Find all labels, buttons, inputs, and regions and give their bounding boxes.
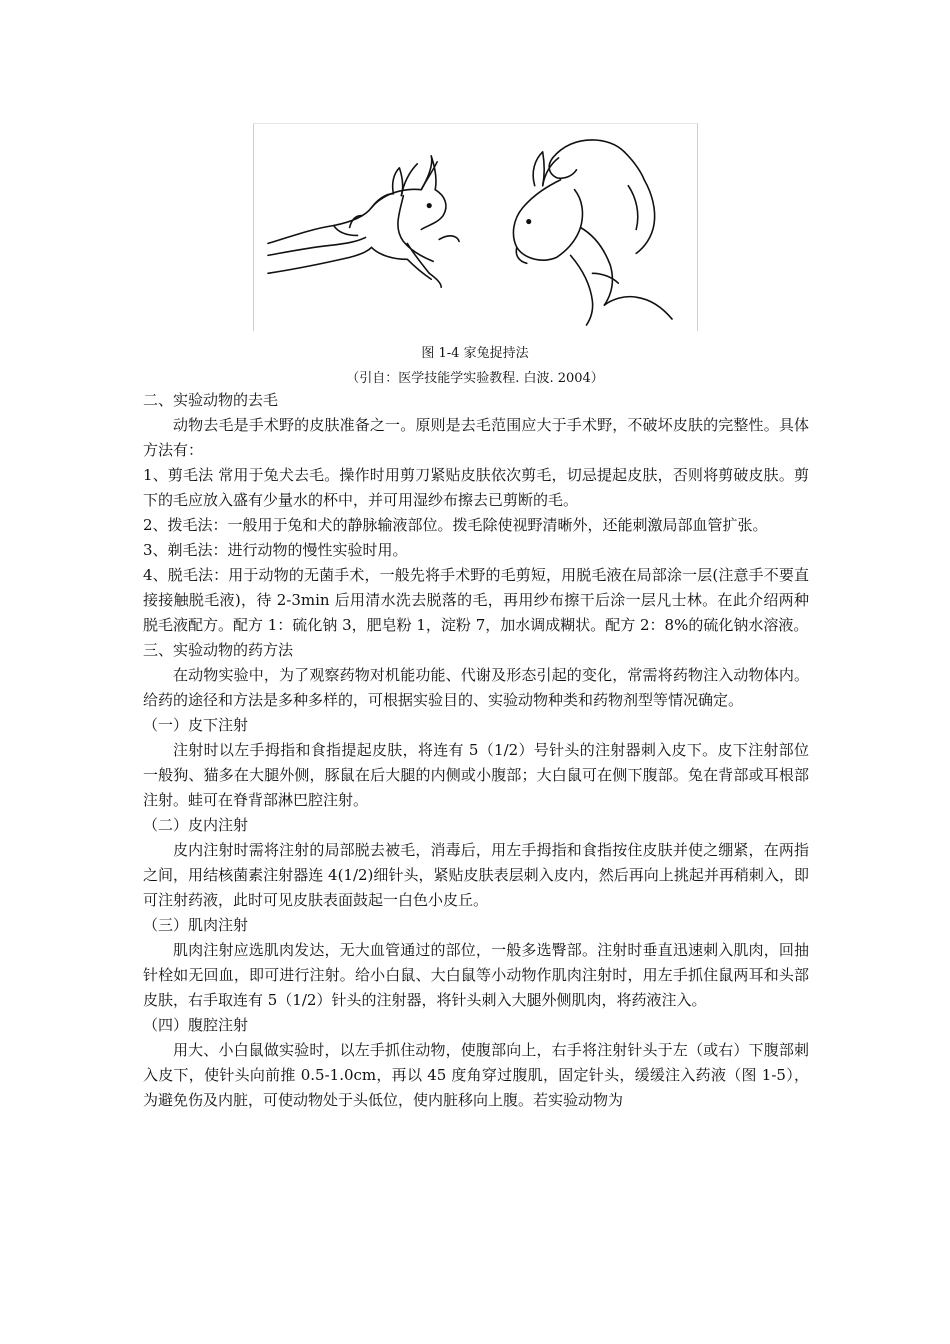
method-cutting: 1、剪毛法 常用于兔犬去毛。操作时用剪刀紧贴皮肤依次剪毛，切忌提起皮肤，否则将剪破皮肤。剪下的毛应放入盛有少量水的杯中，并可用湿纱布擦去已剪断的毛。 [143, 466, 809, 509]
rabbit-holding-illustration [254, 124, 697, 331]
paragraph-hair-removal-intro: 动物去毛是手术野的皮肤准备之一。原则是去毛范围应大于手术野，不破坏皮肤的完整性。具体方法有： [143, 416, 809, 459]
method-plucking: 2、拨毛法：一般用于兔和犬的静脉输液部位。拨毛除使视野清晰外，还能刺激局部血管扩张。 [143, 516, 768, 534]
paragraph-drug-intro: 在动物实验中，为了观察药物对机能功能、代谢及形态引起的变化，常需将药物注入动物体内。给药的途径和方法是多种多样的，可根据实验目的、实验动物种类和药物剂型等情况确定。 [143, 666, 809, 709]
subheading-intramuscular: （三）肌肉注射 [143, 916, 249, 934]
paragraph-subcutaneous: 注射时以左手拇指和食指提起皮肤，将连有 5（1/2）号针头的注射器刺入皮下。皮下注射部位一般狗、猫多在大腿外侧，豚鼠在后大腿的内侧或小腹部；大白鼠可在侧下腹部。兔在背部或耳根部注射。蛙可在脊背部淋巴腔注射。 [143, 741, 809, 809]
subheading-subcutaneous: （一）皮下注射 [143, 716, 249, 734]
paragraph-intramuscular: 肌肉注射应选肌肉发达，无大血管通过的部位，一般多选臀部。注射时垂直迅速刺入肌肉，回抽针栓如无回血，即可进行注射。给小白鼠、大白鼠等小动物作肌肉注射时，用左手抓住鼠两耳和头部皮肤，右手取连有 5（1/2）针头的注射器，将针头刺入大腿外侧肌肉，将药液注入。 [143, 941, 809, 1009]
figure-caption: 图 1-4 家兔捉持法 [421, 346, 529, 361]
method-shaving: 3、剃毛法：进行动物的慢性实验时用。 [143, 541, 408, 559]
paragraph-intraperitoneal: 用大、小白鼠做实验时，以左手抓住动物，使腹部向上，右手将注射针头于左（或右）下腹部刺入皮下，使针头向前推 0.5-1.0cm，再以 45 度角穿过腹肌，固定针头，缓缓注入药液（图 1-5），为避免伤及内脏，可使动物处于头低位，使内脏移向上腹。若实验动物为 [143, 1041, 809, 1109]
section-heading-hair-removal: 二、实验动物的去毛 [143, 391, 279, 409]
paragraph-intradermal: 皮内注射时需将注射的局部脱去被毛，消毒后，用左手拇指和食指按住皮肤并使之绷紧，在两指之间，用结核菌素注射器连 4(1/2)细针头，紧贴皮肤表层刺入皮内，然后再向上挑起并再稍刺入，即可注射药液，此时可见皮肤表面鼓起一白色小皮丘。 [143, 841, 809, 909]
figure-source: （引自：医学技能学实验教程. 白波. 2004） [346, 371, 604, 386]
subheading-intradermal: （二）皮内注射 [143, 816, 249, 834]
rabbit-holding-figure [253, 123, 698, 331]
method-depilatory: 4、脱毛法：用于动物的无菌手术，一般先将手术野的毛剪短，用脱毛液在局部涂一层(注意手不要直接接触脱毛液)，待 2-3min 后用清水洗去脱落的毛，再用纱布擦干后涂一层凡士林。在此介绍两种脱毛液配方。配方 1：硫化钠 3，肥皂粉 1，淀粉 7，加水调成糊状。配方 2：8%的硫化钠水溶液。 [143, 566, 809, 634]
section-heading-drug-administration: 三、实验动物的药方法 [143, 641, 294, 659]
document-body [143, 388, 809, 1113]
subheading-intraperitoneal: （四）腹腔注射 [143, 1016, 249, 1034]
